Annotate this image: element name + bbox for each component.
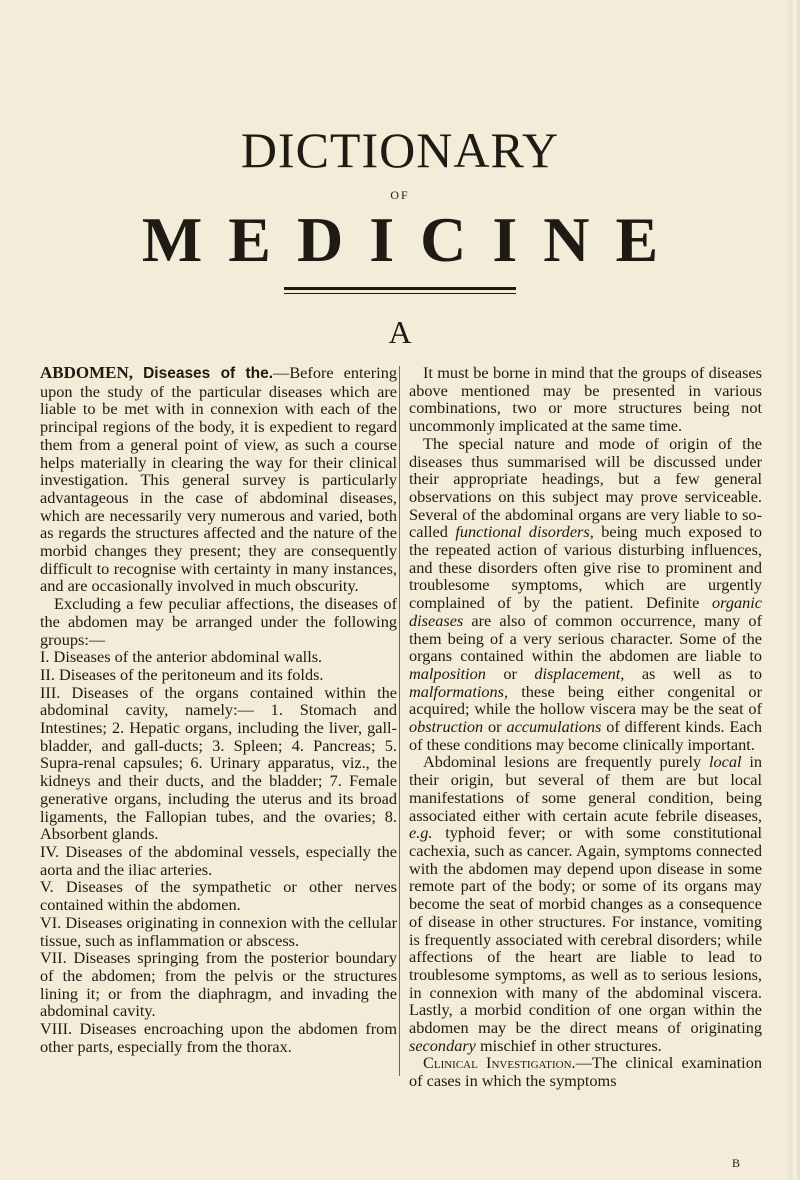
groups-intro-paragraph: Excluding a few peculiar affections, the diseases of the abdomen may be arranged under the following groups:— bbox=[40, 594, 397, 649]
italic-term: displacement, bbox=[534, 663, 625, 683]
nature-paragraph bbox=[409, 435, 762, 754]
entry-headword-label: Diseases of the. bbox=[143, 365, 274, 382]
title-rule-thin bbox=[284, 293, 516, 294]
group-item-5: V. Diseases of the sympathetic or other nerves contained within the abdomen. bbox=[40, 877, 397, 915]
title-medicine: MEDICINE bbox=[141, 204, 685, 275]
italic-term: malposition bbox=[409, 663, 486, 683]
text-run: of different kinds. Each of these conditions may become clinically important. bbox=[409, 717, 762, 754]
text-run: are also of common occurrence, many of them being of a very serious character. Some of the organs contained within the abdomen are liable to bbox=[409, 610, 762, 666]
clinical-investigation-paragraph bbox=[409, 1054, 762, 1089]
page-edge bbox=[786, 0, 800, 1180]
italic-term: local bbox=[708, 752, 742, 772]
text-run: —The clinical examination of cases in which the symptoms bbox=[409, 1053, 762, 1091]
text-run: Abdominal lesions are frequently purely bbox=[423, 752, 709, 772]
text-run: these being either congenital or acquired; while the hollow viscera may be the seat of bbox=[409, 681, 762, 719]
entry-lead-paragraph bbox=[40, 364, 397, 595]
group-item-4: IV. Diseases of the abdominal vessels, especially the aorta and the iliac arteries. bbox=[40, 841, 397, 879]
entry-lead-text: —Before entering upon the study of the particular diseases which are liable to be met with in connexion with each of the principal regions of the body, it is expedient to regard them from a general point of view, as such a course helps materially in clearing the way for their clinical investigation. This general survey is particularly advantageous in the case of abdominal diseases, which are necessarily very numerous and varied, both as regards the structures affected and the nature of the morbid changes they present; they are consequently difficult to recognise with certainty in many instances, and are occasionally involved in much obscurity. bbox=[40, 363, 397, 596]
text-run: as well as to bbox=[624, 663, 762, 683]
section-letter: A bbox=[388, 314, 412, 350]
group-item-8: VIII. Diseases encroaching upon the abdomen from other parts, especially from the thorax. bbox=[40, 1019, 397, 1056]
text-run: mischief in other structures. bbox=[475, 1035, 662, 1055]
text-run: or bbox=[485, 663, 535, 683]
combinations-paragraph: It must be borne in mind that the groups of diseases above mentioned may be presented in various combinations, two or more structures being not uncommonly implicated at the same time. bbox=[409, 363, 762, 436]
text-run: in their origin, but several of them are but local manifestations of some general condition, being associated either with certain acute febrile diseases, bbox=[409, 752, 762, 825]
title-of: OF bbox=[390, 188, 410, 202]
text-run: or bbox=[483, 717, 507, 737]
group-item-2: II. Diseases of the peritoneum and its folds. bbox=[40, 664, 324, 684]
group-item-7: VII. Diseases springing from the posterior boundary of the abdomen; from the pelvis or the structures lining it; or from the diaphragm, and invading the abdominal cavity. bbox=[40, 948, 397, 1021]
signature-mark: B bbox=[732, 1156, 741, 1170]
italic-term: e.g. bbox=[409, 823, 433, 843]
italic-term: accumulations bbox=[506, 717, 602, 737]
italic-term: functional disorders, bbox=[455, 522, 594, 542]
right-column bbox=[409, 364, 762, 1090]
lesions-paragraph bbox=[409, 753, 762, 1054]
italic-term: organic diseases bbox=[409, 593, 762, 630]
subheading-clinical-investigation: Clinical Investigation. bbox=[423, 1053, 576, 1073]
left-column bbox=[40, 364, 397, 1055]
group-item-6: VI. Diseases originating in connexion with the cellular tissue, such as inflammation or abscess. bbox=[40, 912, 397, 950]
entry-headword: ABDOMEN, bbox=[40, 363, 134, 382]
text-run: The special nature and mode of origin of the diseases thus summarised will be discussed under their appropriate headings, but a few general observations on this subject may prove serviceable. Several of the abdominal organs are very liable to so-called bbox=[409, 433, 762, 542]
text-run: typhoid fever; or with some constitutional cachexia, such as cancer. Again, symptoms connected with the abdomen may depend upon disease in some remote part of the body; or some of its organs may become the seat of morbid changes as a consequence of disease in other structures. For instance, vomiting is frequently associated with cerebral disorders; while affections of the heart are liable to lead to troublesome symptoms, as well as to serious lesions, in connexion with many of the abdominal viscera. Lastly, a morbid condition of one organ within the abdomen may be the direct means of originating bbox=[409, 823, 762, 1038]
italic-term: malformations, bbox=[409, 681, 509, 701]
text-run: being much exposed to the repeated action of various disturbing influences, and these disorders often give rise to prominent and troublesome symptoms, which are urgently complained of by the patient. Definite bbox=[409, 522, 762, 613]
italic-term: secondary bbox=[409, 1035, 476, 1055]
title-dictionary: DICTIONARY bbox=[240, 122, 560, 178]
column-divider bbox=[399, 366, 400, 1076]
italic-term: obstruction bbox=[409, 717, 484, 737]
group-item-1: I. Diseases of the anterior abdominal walls. bbox=[40, 647, 323, 667]
title-rule-thick bbox=[284, 287, 516, 290]
group-item-3: III. Diseases of the organs contained within the abdominal cavity, namely:— 1. Stomach and Intestines; 2. Hepatic organs, including the liver, gall-bladder, and gall-ducts; 3. Spleen; 4. Pancreas; 5. Supra-renal capsules; 6. Urinary apparatus, viz., the kidneys and their ducts, and the bladder; 7. Female generative organs, including the uterus and its broad ligaments, the Fallopian tubes, and the ovaries; 8. Absorbent glands. bbox=[40, 682, 397, 844]
